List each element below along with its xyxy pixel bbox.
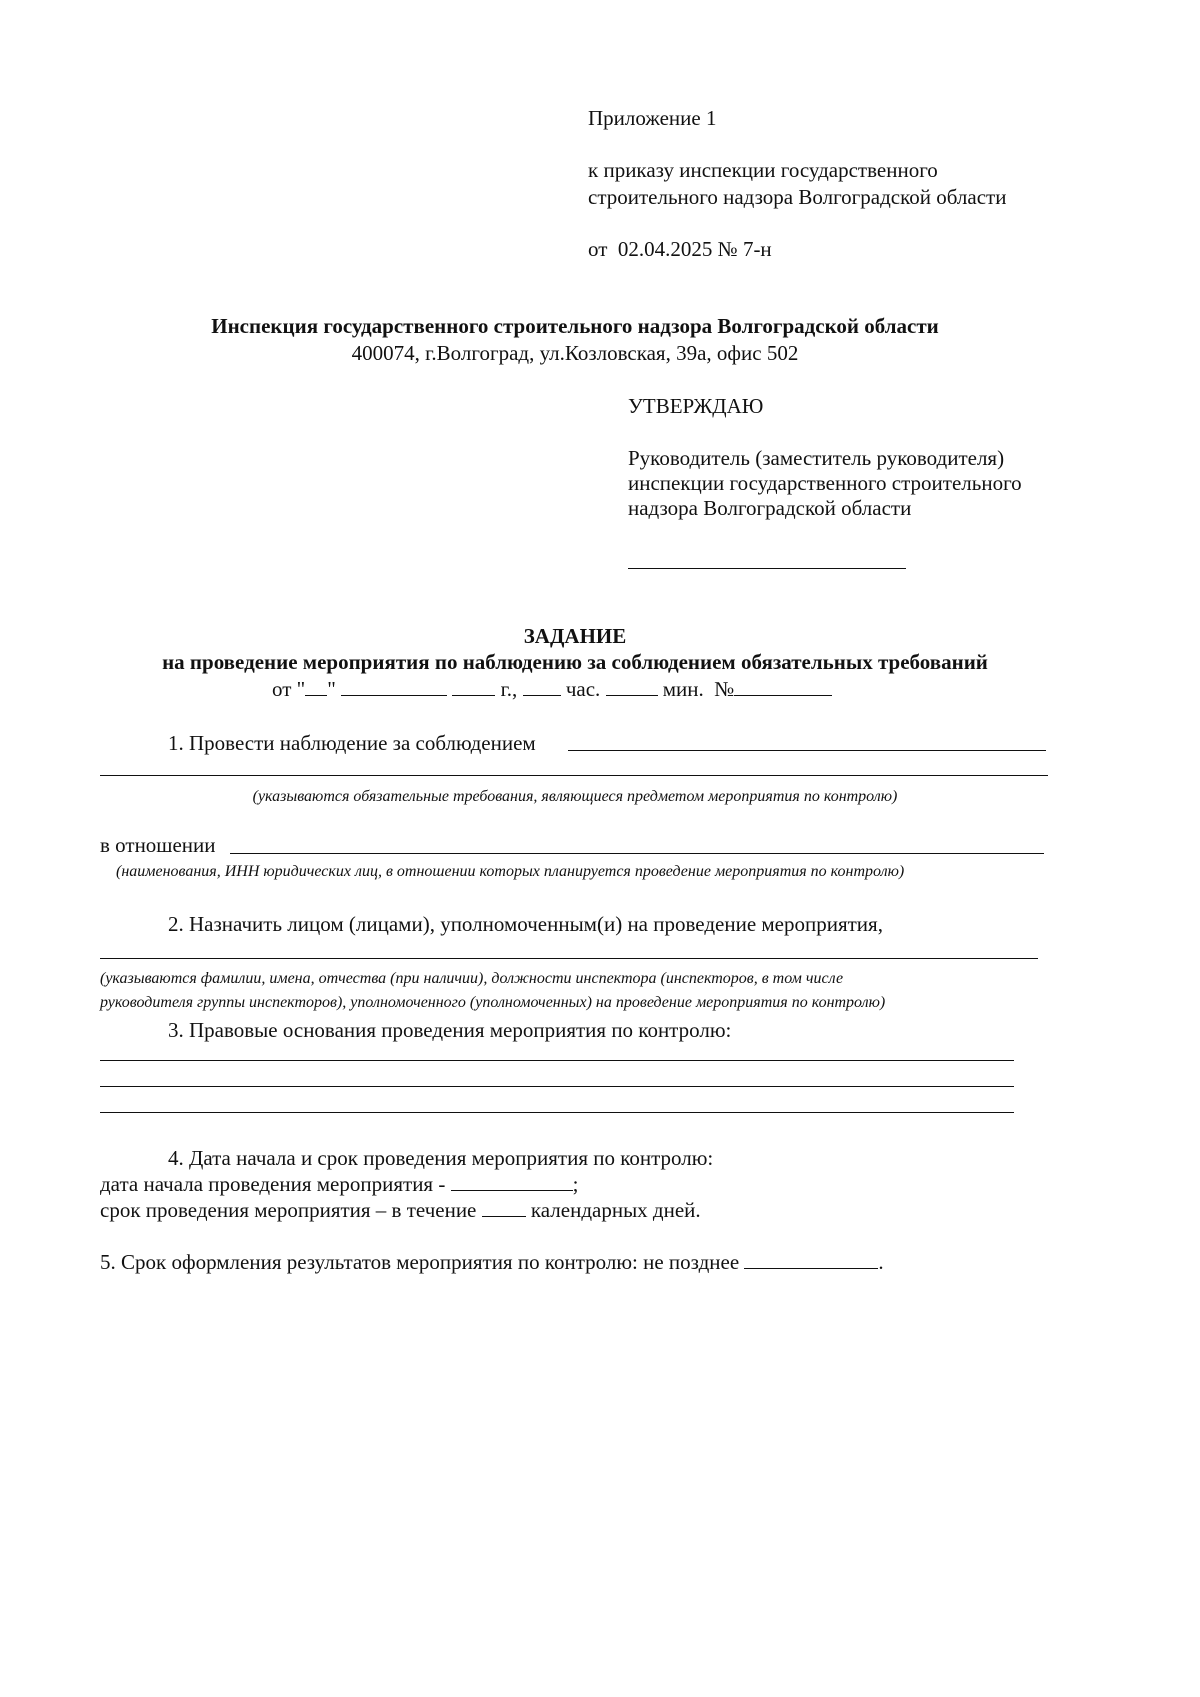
item3-field-line-1[interactable] (100, 1060, 1014, 1061)
appendix-title: Приложение 1 (588, 106, 717, 130)
item2-label: 2. Назначить лицом (лицами), уполномоченным(и) на проведение мероприятия, (168, 912, 883, 936)
org-address: 400074, г.Волгоград, ул.Козловская, 39а, офис 502 (351, 341, 799, 365)
heading-title: ЗАДАНИЕ (523, 624, 627, 648)
number-label: № (714, 677, 735, 701)
regarding-field-line[interactable] (230, 853, 1044, 854)
org-name: Инспекция государственного строительного надзора Волгоградской области (211, 314, 939, 338)
item4-period-line (100, 1200, 701, 1221)
item4-period-suffix: календарных дней. (530, 1198, 701, 1222)
item3-label: 3. Правовые основания проведения мероприятия по контролю: (168, 1018, 732, 1042)
hour-label: час. (565, 677, 601, 701)
item2-hint-2: руководителя группы инспекторов), уполномоченного (уполномоченных) на проведение мероприятия по контролю) (100, 994, 886, 1011)
item2-field-line[interactable] (100, 958, 1038, 959)
appendix-date-prefix: от (588, 237, 608, 261)
year-label: г., (500, 677, 518, 701)
approval-line-2: инспекции государственного строительного (628, 471, 1022, 495)
item3-field-line-3[interactable] (100, 1112, 1014, 1113)
item4-start-line (100, 1174, 578, 1195)
day-field[interactable] (305, 679, 327, 696)
item1-field-line-2[interactable] (100, 775, 1048, 776)
period-days-field[interactable] (482, 1200, 526, 1217)
item4-start-end: ; (572, 1172, 579, 1196)
appendix-line-1: к приказу инспекции государственного (588, 158, 938, 182)
appendix-date-value: 02.04.2025 № 7-н (617, 237, 772, 261)
start-date-field[interactable] (451, 1174, 573, 1191)
item5-line (100, 1252, 884, 1273)
appendix-date (588, 239, 772, 260)
item5-label: 5. Срок оформления результатов мероприятия по контролю: не позднее (100, 1250, 740, 1274)
approval-title: УТВЕРЖДАЮ (628, 394, 764, 418)
item4-label: 4. Дата начала и срок проведения мероприятия по контролю: (168, 1146, 714, 1170)
heading-subtitle: на проведение мероприятия по наблюдению за соблюдением обязательных требований (162, 650, 988, 674)
year-field[interactable] (452, 679, 495, 696)
item1-label: 1. Провести наблюдение за соблюдением (168, 731, 536, 755)
item4-start-label: дата начала проведения мероприятия - (100, 1172, 446, 1196)
item3-field-line-2[interactable] (100, 1086, 1014, 1087)
hour-field[interactable] (523, 679, 561, 696)
date-quote: " (327, 677, 336, 701)
approval-line-3: надзора Волгоградской области (628, 496, 912, 520)
item1-field-line-1[interactable] (568, 750, 1046, 751)
month-field[interactable] (341, 679, 447, 696)
item5-end: . (878, 1250, 884, 1274)
regarding-hint: (наименования, ИНН юридических лиц, в отношении которых планируется проведение мероприятия по контролю) (116, 863, 905, 880)
item2-hint-1: (указываются фамилии, имена, отчества (при наличии), должности инспектора (инспекторов, в том числе (100, 970, 844, 987)
minute-field[interactable] (606, 679, 658, 696)
regarding-label: в отношении (100, 833, 216, 857)
item4-period-label: срок проведения мероприятия – в течение (100, 1198, 477, 1222)
heading-date-line (272, 679, 832, 700)
number-field[interactable] (734, 679, 832, 696)
item1-hint: (указываются обязательные требования, являющиеся предметом мероприятия по контролю) (252, 788, 898, 805)
date-from-label: от " (272, 677, 306, 701)
approval-signature-line[interactable] (628, 568, 906, 569)
minute-label: мин. (662, 677, 704, 701)
appendix-line-2: строительного надзора Волгоградской области (588, 185, 1007, 209)
approval-line-1: Руководитель (заместитель руководителя) (628, 446, 1005, 470)
item5-date-field[interactable] (744, 1252, 878, 1269)
